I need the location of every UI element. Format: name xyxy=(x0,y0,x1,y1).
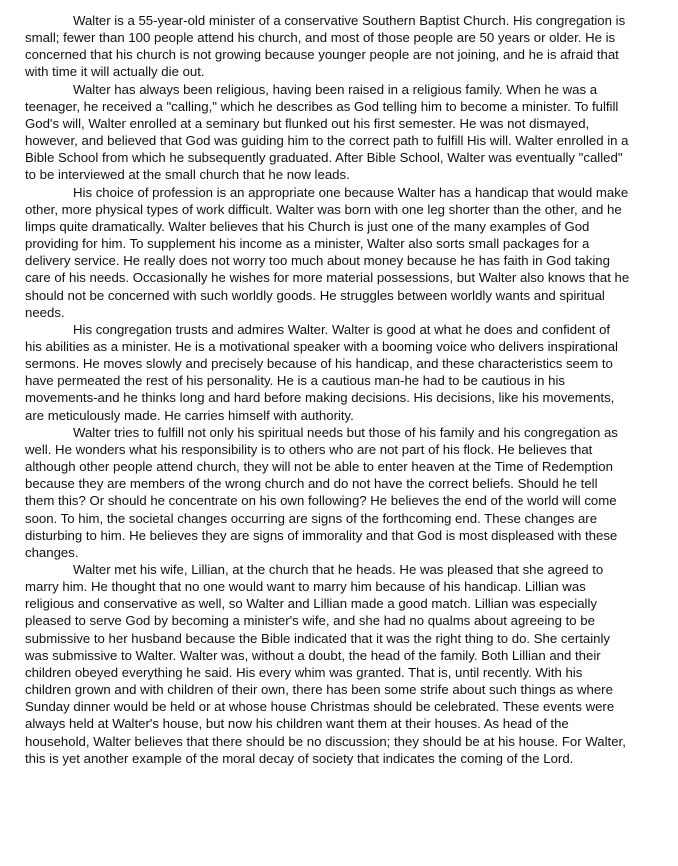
paragraph-4: His congregation trusts and admires Walter. Walter is good at what he does and confident of his abilities as a minister. He is a motivational speaker with a booming voice who delivers inspirational sermons. He moves slowly and precisely because of his handicap, and these characteristics seem to have permeated the rest of his personality. He is a cautious man-he had to be cautious in his movements-and he thinks long and hard before making decisions. His decisions, like his movements, are meticulously made. He carries himself with authority. xyxy=(25,321,618,423)
paragraph-6: Walter met his wife, Lillian, at the church that he heads. He was pleased that she agreed to marry him. He thought that no one would want to marry him because of his handicap. Lillian was religious and conservative as well, so Walter and Lillian made a good match. Lillian was especially pleased to serve God by becoming a minister's wife, and she had no qualms about agreeing to be submissive to her husband because the Bible indicated that it was the right thing to do. She certainly was submissive to Walter. Walter was, without a doubt, the head of the family. Both Lillian and their children obeyed everything he said. His every whim was granted. That is, until recently. With his children grown and with children of their own, there has been some strife about such things as where Sunday dinner would be held or at whose house Christmas should be celebrated. These events were always held at Walter's house, but now his children want them at their houses. As head of the household, Walter believes that there should be no discussion; they should be at his house. For Walter, this is yet another example of the moral decay of society that indicates the coming of the Lord. xyxy=(25,562,626,766)
paragraph-2: Walter has always been religious, having been raised in a religious family. When he was a teenager, he received a "calling," which he describes as God telling him to become a minister. To fulfill God's will, Walter enrolled at a seminary but flunked out his first semester. He was not dismayed, however, and believed that God was guiding him to the correct path to fulfill His will. Walter enrolled in a Bible School from which he subsequently graduated. After Bible School, Walter was eventually "called" to be interviewed at the small church that he now leads. xyxy=(25,81,629,183)
paragraph-5: Walter tries to fulfill not only his spiritual needs but those of his family and his congregation as well. He wonders what his responsibility is to others who are not part of his flock. He believes that although other people attend church, they will not be able to enter heaven at the Time of Redemption because they are members of the wrong church and do not have the correct beliefs. Should he tell them this? Or should he concentrate on his own following? He believes the end of the world will come soon. To him, the societal changes occurring are signs of the forthcoming end. These changes are disturbing to him. He believes they are signs of immorality and that God is most displeased with these changes. xyxy=(25,424,618,560)
document-page xyxy=(25,12,630,767)
paragraph-1: Walter is a 55-year-old minister of a conservative Southern Baptist Church. His congregation is small; fewer than 100 people attend his church, and most of those people are 50 years or older. He is concerned that his church is not growing because younger people are not joining, and he is afraid that with time it will actually die out. xyxy=(25,13,626,80)
paragraph-3: His choice of profession is an appropriate one because Walter has a handicap that would make other, more physical types of work difficult. Walter was born with one leg shorter than the other, and he limps quite dramatically. Walter believes that his Church is just one of the many examples of God providing for him. To supplement his income as a minister, Walter also sorts small packages for a delivery service. He really does not worry too much about money because he has faith in God taking care of his needs. Occasionally he wishes for more material possessions, but Walter also knows that he should not be concerned with such worldly goods. He struggles between worldly wants and spiritual needs. xyxy=(25,184,630,320)
